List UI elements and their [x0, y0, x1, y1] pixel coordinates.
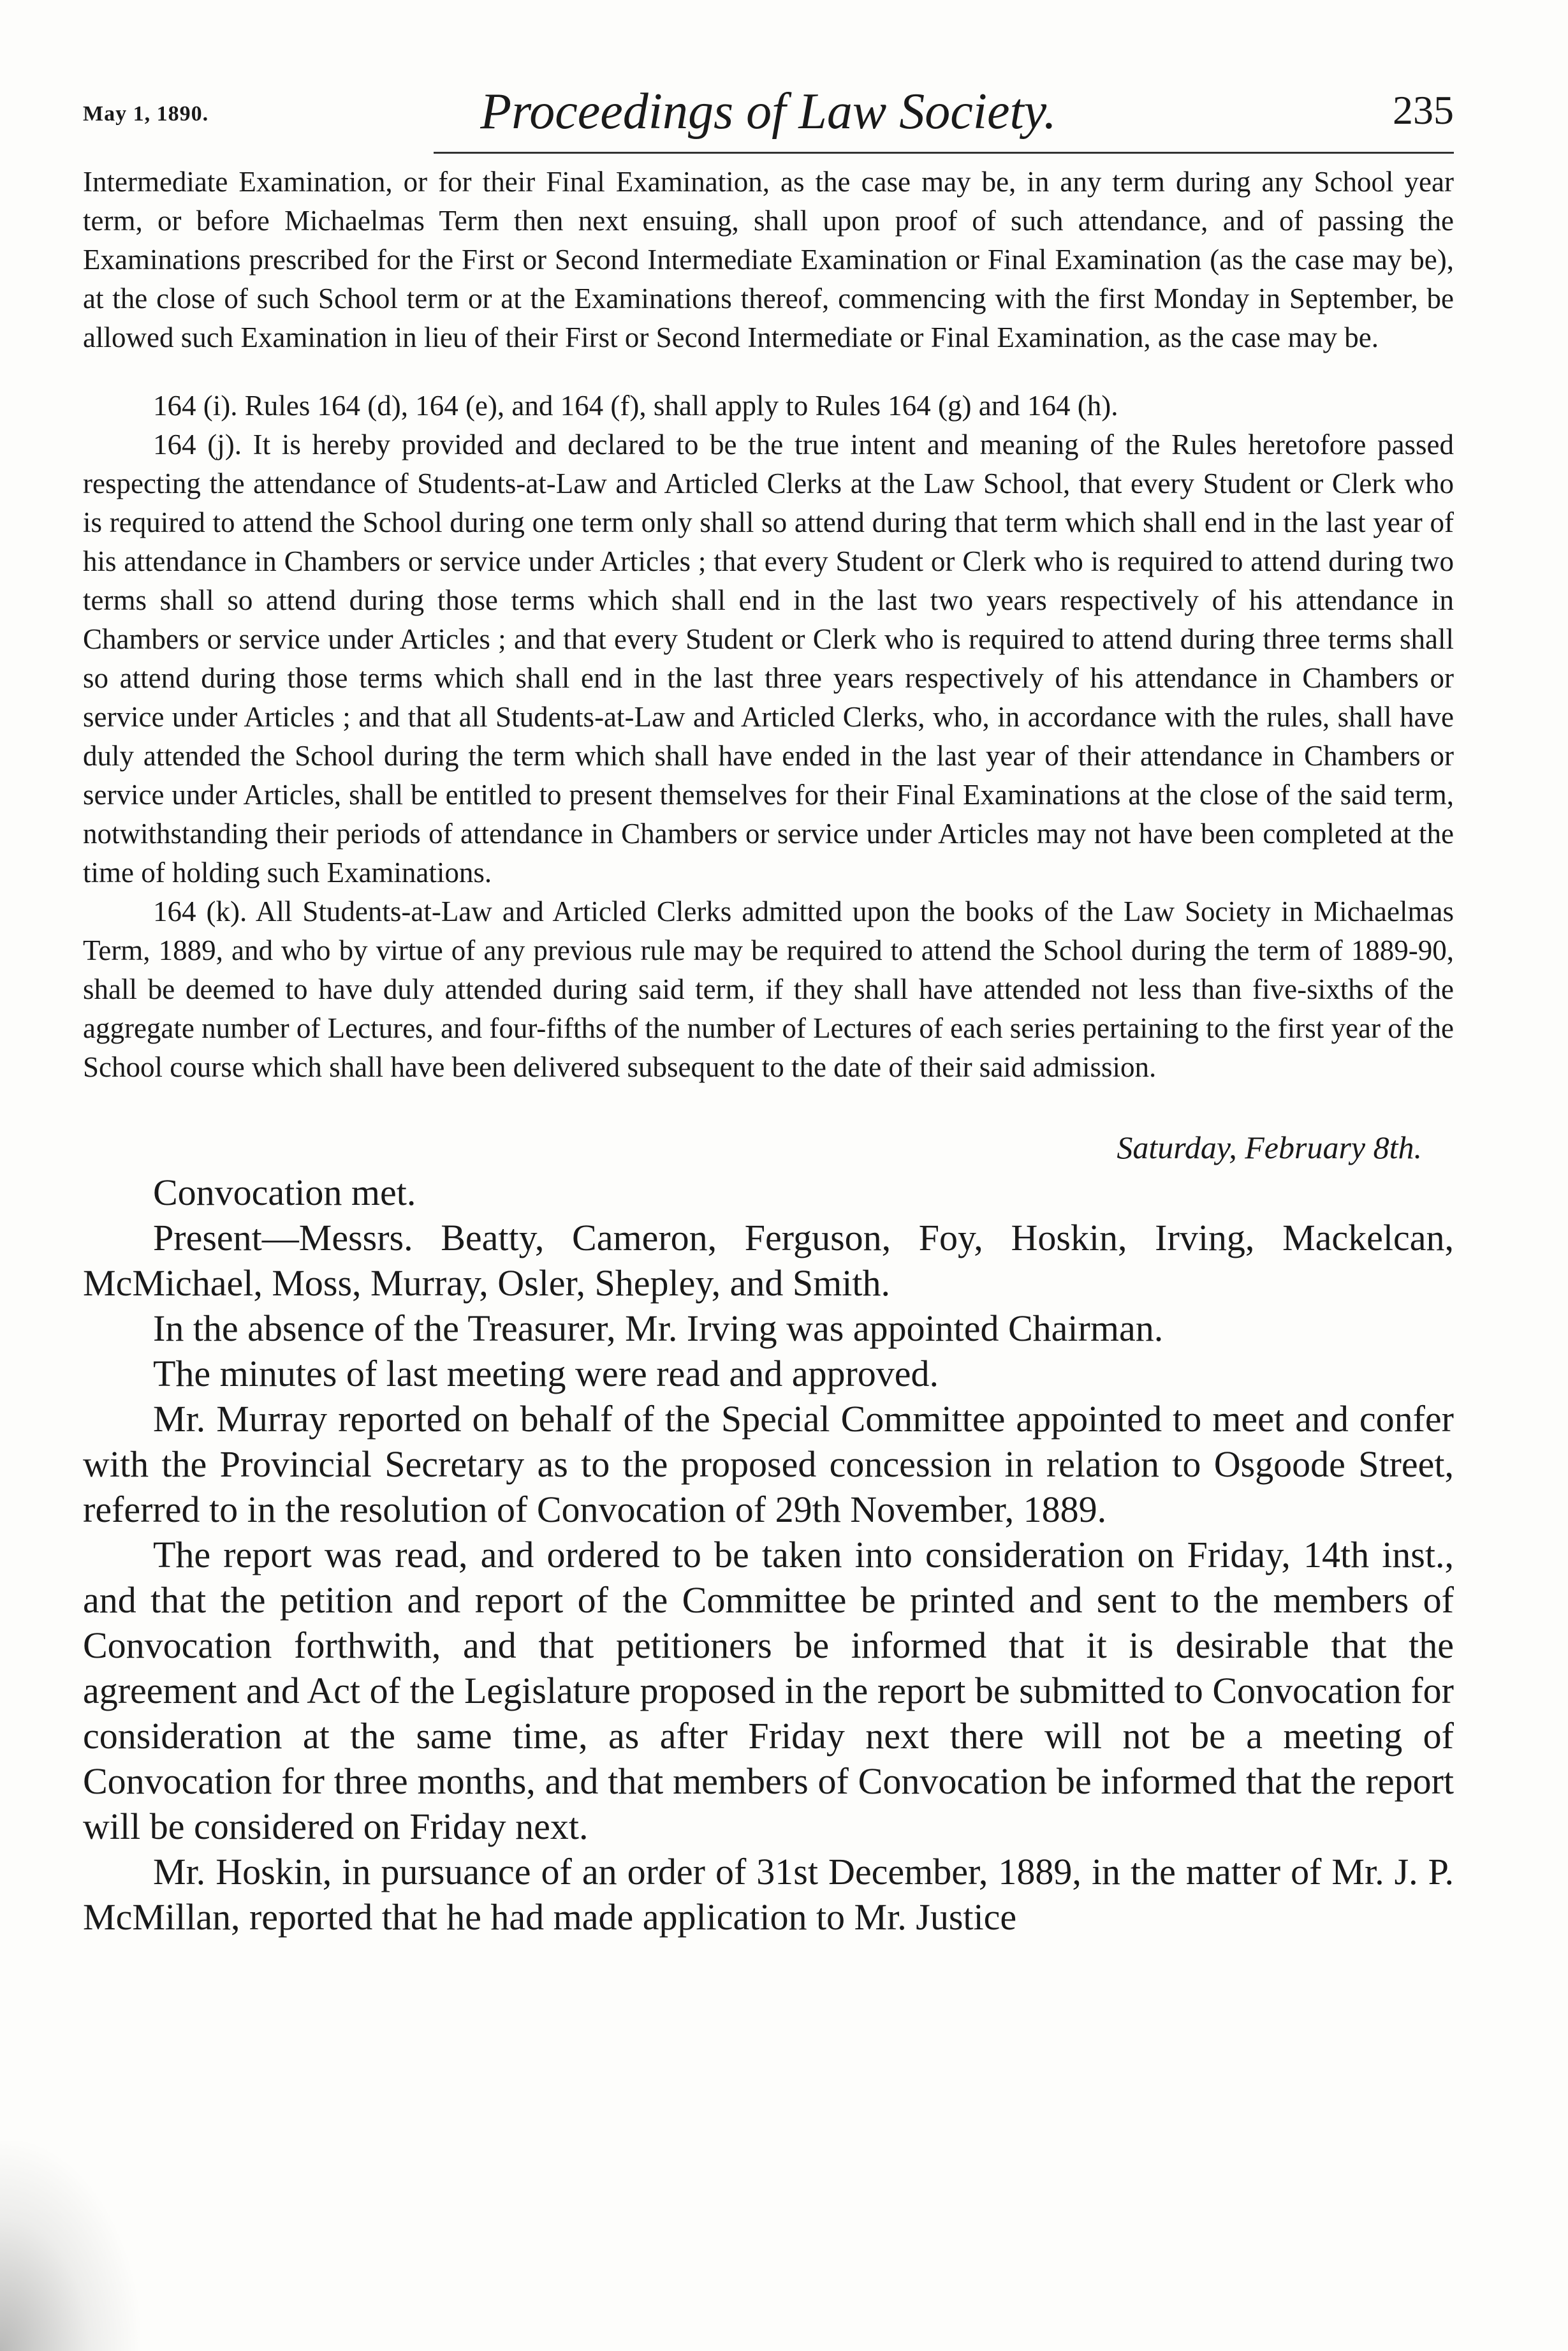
issue-date: May 1, 1890.: [83, 102, 209, 126]
meeting-minutes: [83, 1170, 1454, 1940]
minutes-paragraph: Convocation met.: [153, 1172, 416, 1213]
page-body: [83, 163, 1454, 1940]
minutes-paragraph: Present—Messrs. Beatty, Cameron, Ferguson, Foy, Hoskin, Irving, Mackelcan, McMichael, Moss, Murray, Osler, Shepley, and Smith.: [83, 1217, 1454, 1304]
minutes-paragraph: The report was read, and ordered to be taken into consideration on Friday, 14th inst., and that the petition and report of the Committee be printed and sent to the members of Convocation forthwith, and that petitioners be informed that it is desirable that the agreement and Act of the Legislature proposed in the report be submitted to Convocation for consideration at the same time, as after Friday next there will not be a meeting of Convocation for three months, and that members of Convocation be informed that the report will be considered on Friday next.: [83, 1534, 1454, 1847]
page-number: 235: [1393, 87, 1454, 133]
minutes-paragraph: In the absence of the Treasurer, Mr. Irving was appointed Chairman.: [153, 1308, 1164, 1349]
rule-164-i: 164 (i). Rules 164 (d), 164 (e), and 164 (f), shall apply to Rules 164 (g) and 164 (h).: [153, 390, 1118, 422]
rule-164-j: 164 (j). It is hereby provided and declared to be the true intent and meaning of the Rules heretofore passed respecting the attendance of Students-at-Law and Articled Clerks at the Law School, that every Student or Clerk who is required to attend the School during one term only shall so attend during that term which shall end in the last year of his attendance in Chambers or service under Articles ; that every Student or Clerk who is required to attend during two terms shall so attend during those terms which shall end in the last two years respectively of his attendance in Chambers or service under Articles ; and that every Student or Clerk who is required to attend during three terms shall so attend during those terms which shall end in the last three years respectively of his attendance in Chambers or service under Articles ; and that all Students-at-Law and Articled Clerks, who, in accordance with the rules, shall have duly attended the School during the term which shall have ended in the last year of their attendance in Chambers or service under Articles, shall be entitled to present themselves for their Final Examinations at the close of the said term, notwithstanding their periods of attendance in Chambers or service under Articles may not have been completed at the time of holding such Examinations.: [83, 429, 1454, 888]
scan-edge-shadow: [0, 2141, 140, 2351]
header-rule: [434, 152, 1454, 154]
running-title: Proceedings of Law Society.: [480, 84, 1057, 140]
rule-164-k: 164 (k). All Students-at-Law and Articled Clerks admitted upon the books of the Law Society in Michaelmas Term, 1889, and who by virtue of any previous rule may be required to attend the School during the term of 1889-90, shall be deemed to have duly attended during said term, if they shall have attended not less than five-sixths of the aggregate number of Lectures, and four-fifths of the number of Lectures of each series pertaining to the first year of the School course which shall have been delivered subsequent to the date of their said admission.: [83, 895, 1454, 1083]
minutes-paragraph: The minutes of last meeting were read and approved.: [153, 1353, 939, 1394]
minutes-paragraph: Mr. Hoskin, in pursuance of an order of 31st December, 1889, in the matter of Mr. J. P. McMillan, reported that he had made application to Mr. Justice: [83, 1851, 1454, 1938]
rules-section: [83, 163, 1454, 1087]
minutes-paragraph: Mr. Murray reported on behalf of the Special Committee appointed to meet and confer with the Provincial Secretary as to the proposed concession in relation to Osgoode Street, referred to in the resolution of Convocation of 29th November, 1889.: [83, 1398, 1454, 1530]
rule-continuation-paragraph: Intermediate Examination, or for their Final Examination, as the case may be, in any term during any School year term, or before Michaelmas Term then next ensuing, shall upon proof of such attendance, and of passing the Examinations prescribed for the First or Second Intermediate Examination or Final Examination (as the case may be), at the close of such School term or at the Examinations thereof, commencing with the first Monday in September, be allowed such Examination in lieu of their First or Second Intermediate or Final Examination, as the case may be.: [83, 166, 1454, 353]
meeting-dateline: Saturday, February 8th.: [1117, 1130, 1422, 1165]
running-header: [83, 77, 1454, 147]
